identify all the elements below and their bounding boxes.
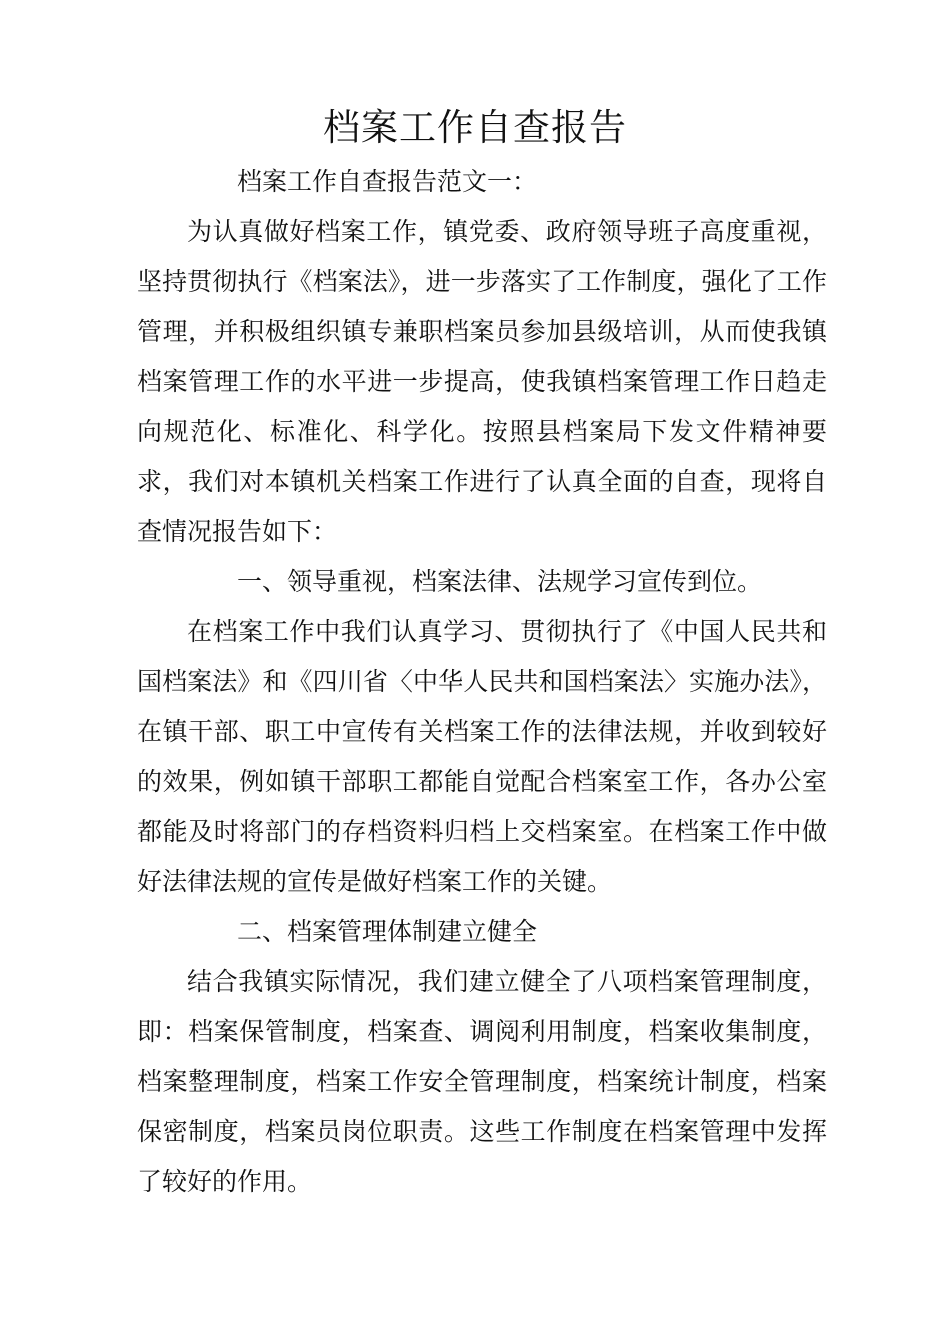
section-1-paragraph: 在档案工作中我们认真学习、贯彻执行了《中国人民共和国档案法》和《四川省〈中华人民共和国档案法〉实施办法》，在镇干部、职工中宣传有关档案工作的法律法规，并收到较好的效果，例如镇干部职工都能自觉配合档案室工作，各办公室都能及时将部门的存档资料归档上交档案室。在档案工作中做好法律法规的宣传是做好档案工作的关键。 — [137, 617, 827, 896]
section-heading-1: 一、领导重视，档案法律、法规学习宣传到位。 — [237, 567, 763, 596]
sample-heading: 档案工作自查报告范文一： — [237, 167, 538, 196]
section-2-paragraph: 结合我镇实际情况，我们建立健全了八项档案管理制度，即：档案保管制度，档案查、调阅利用制度，档案收集制度，档案整理制度，档案工作安全管理制度，档案统计制度，档案保密制度，档案员岗位职责。这些工作制度在档案管理中发挥了较好的作用。 — [137, 967, 827, 1196]
document-body — [137, 157, 827, 1207]
intro-paragraph: 为认真做好档案工作，镇党委、政府领导班子高度重视，坚持贯彻执行《档案法》，进一步落实了工作制度，强化了工作管理，并积极组织镇专兼职档案员参加县级培训，从而使我镇档案管理工作的水平进一步提高，使我镇档案管理工作日趋走向规范化、标准化、科学化。按照县档案局下发文件精神要求，我们对本镇机关档案工作进行了认真全面的自查，现将自查情况报告如下： — [137, 217, 827, 546]
document-title: 档案工作自查报告 — [323, 106, 627, 149]
section-heading-2: 二、档案管理体制建立健全 — [237, 917, 538, 946]
